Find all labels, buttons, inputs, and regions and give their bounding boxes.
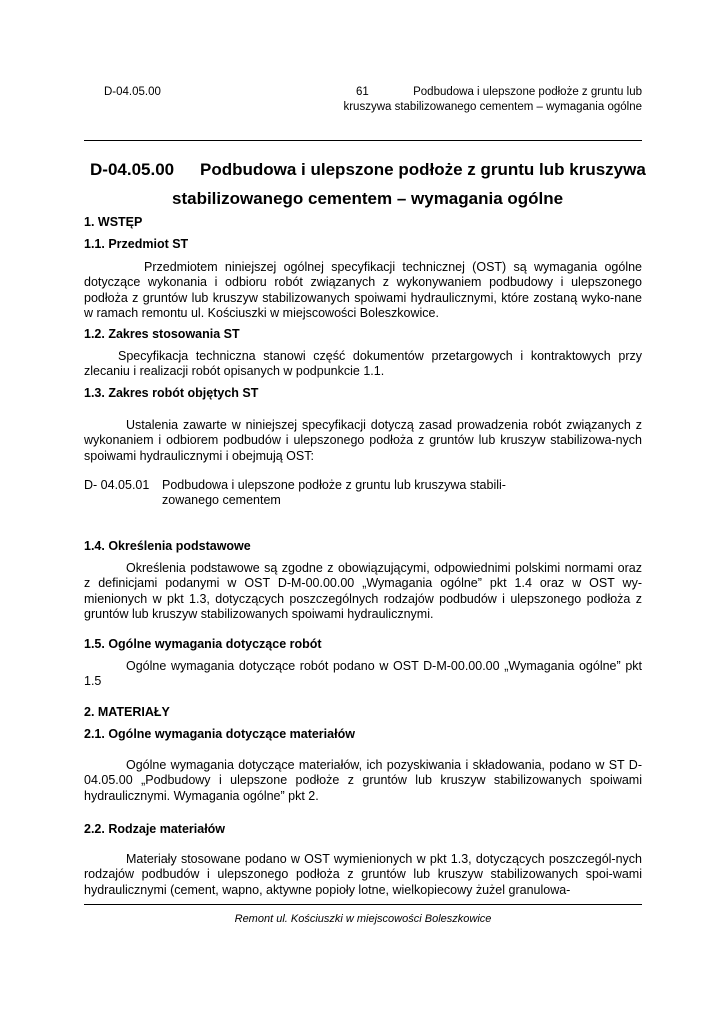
section-1-1-text: Przedmiotem niniejszej ogólnej specyfikacji technicznej (OST) są wymagania ogólne dotyczące wykonania i odbioru robót związanych z wykonywaniem podbudowy i ulepszonego podłoża z gruntów lub kruszyw stabilizowanych spoiwami hydraulicznymi, które zostaną wyko-nane w ramach remontu ul. Kościuszki w miejscowości Boleszkowice. [84, 260, 642, 320]
header-page-number: 61 [356, 86, 369, 98]
footer-rule [84, 904, 642, 905]
ost-item-code: D- 04.05.01 [84, 478, 150, 492]
section-2-1-text: Ogólne wymagania dotyczące materiałów, ich pozyskiwania i składowania, podano w ST D-04.05.00 „Podbudowy i ulepszone podłoże z gruntów lub kruszyw stabilizowanych spoiwami hydraulicznymi. Wymagania ogólne” pkt 2. [84, 758, 642, 803]
section-2-heading: 2. MATERIAŁY [84, 705, 170, 719]
title-line2: stabilizowanego cementem – wymagania ogólne [172, 189, 564, 208]
section-1-3-heading: 1.3. Zakres robót objętych ST [84, 386, 259, 400]
section-1-2-text: Specyfikacja techniczna stanowi część dokumentów przetargowych i kontraktowych przy zlecaniu i realizacji robót opisanych w podpunkcie 1.1. [84, 349, 642, 379]
header-title-line1: Podbudowa i ulepszone podłoże z gruntu lub [413, 86, 642, 98]
footer-text: Remont ul. Kościuszki w miejscowości Boleszkowice [234, 913, 492, 925]
header-doc-code: D-04.05.00 [104, 86, 161, 98]
section-1-heading: 1. WSTĘP [84, 215, 143, 229]
header-rule [84, 140, 642, 141]
section-2-1-heading: 2.1. Ogólne wymagania dotyczące materiałów [84, 727, 355, 741]
section-1-2-heading: 1.2. Zakres stosowania ST [84, 327, 240, 341]
section-2-2-heading: 2.2. Rodzaje materiałów [84, 822, 226, 836]
section-1-5-heading: 1.5. Ogólne wymagania dotyczące robót [84, 637, 322, 651]
ost-item-text: Podbudowa i ulepszone podłoże z gruntu lub kruszywa stabili-zowanego cementem [162, 478, 506, 508]
section-1-4-text: Określenia podstawowe są zgodne z obowiązującymi, odpowiednimi polskimi normami oraz z definicjami podanymi w OST D-M-00.00.00 „Wymagania ogólne” pkt 1.4 oraz w OST wy-mienionych w pkt 1.3, dotyczących poszczególnych rodzajów podbudów i ulepszonego podłoża z gruntów lub kruszyw stabilizowanych spoiwami hydraulicznymi. [84, 561, 642, 621]
section-1-4-heading: 1.4. Określenia podstawowe [84, 539, 251, 553]
header-title-line2: kruszywa stabilizowanego cementem – wymagania ogólne [343, 101, 642, 113]
section-2-2-text: Materiały stosowane podano w OST wymienionych w pkt 1.3, dotyczących poszczegól-nych rodzajów podbudów i ulepszonego podłoża z gruntów lub kruszyw stabilizowanych spoi-wami hydraulicznymi (cement, wapno, aktywne popioły lotne, wielkopiecowy żużel granulowa- [84, 852, 642, 897]
section-1-1-heading: 1.1. Przedmiot ST [84, 237, 189, 251]
section-1-5-text: Ogólne wymagania dotyczące robót podano w OST D-M-00.00.00 „Wymagania ogólne” pkt 1.5 [84, 659, 642, 689]
title-code: D-04.05.00 [90, 160, 175, 179]
title-line1: Podbudowa i ulepszone podłoże z gruntu lub kruszywa [200, 160, 646, 179]
section-1-3-text: Ustalenia zawarte w niniejszej specyfikacji dotyczą zasad prowadzenia robót związanych z wykonaniem i odbiorem podbudów i ulepszonego podłoża z gruntów lub kruszyw stabilizowa-nych spoiwami hydraulicznymi i obejmują OST: [84, 418, 642, 463]
